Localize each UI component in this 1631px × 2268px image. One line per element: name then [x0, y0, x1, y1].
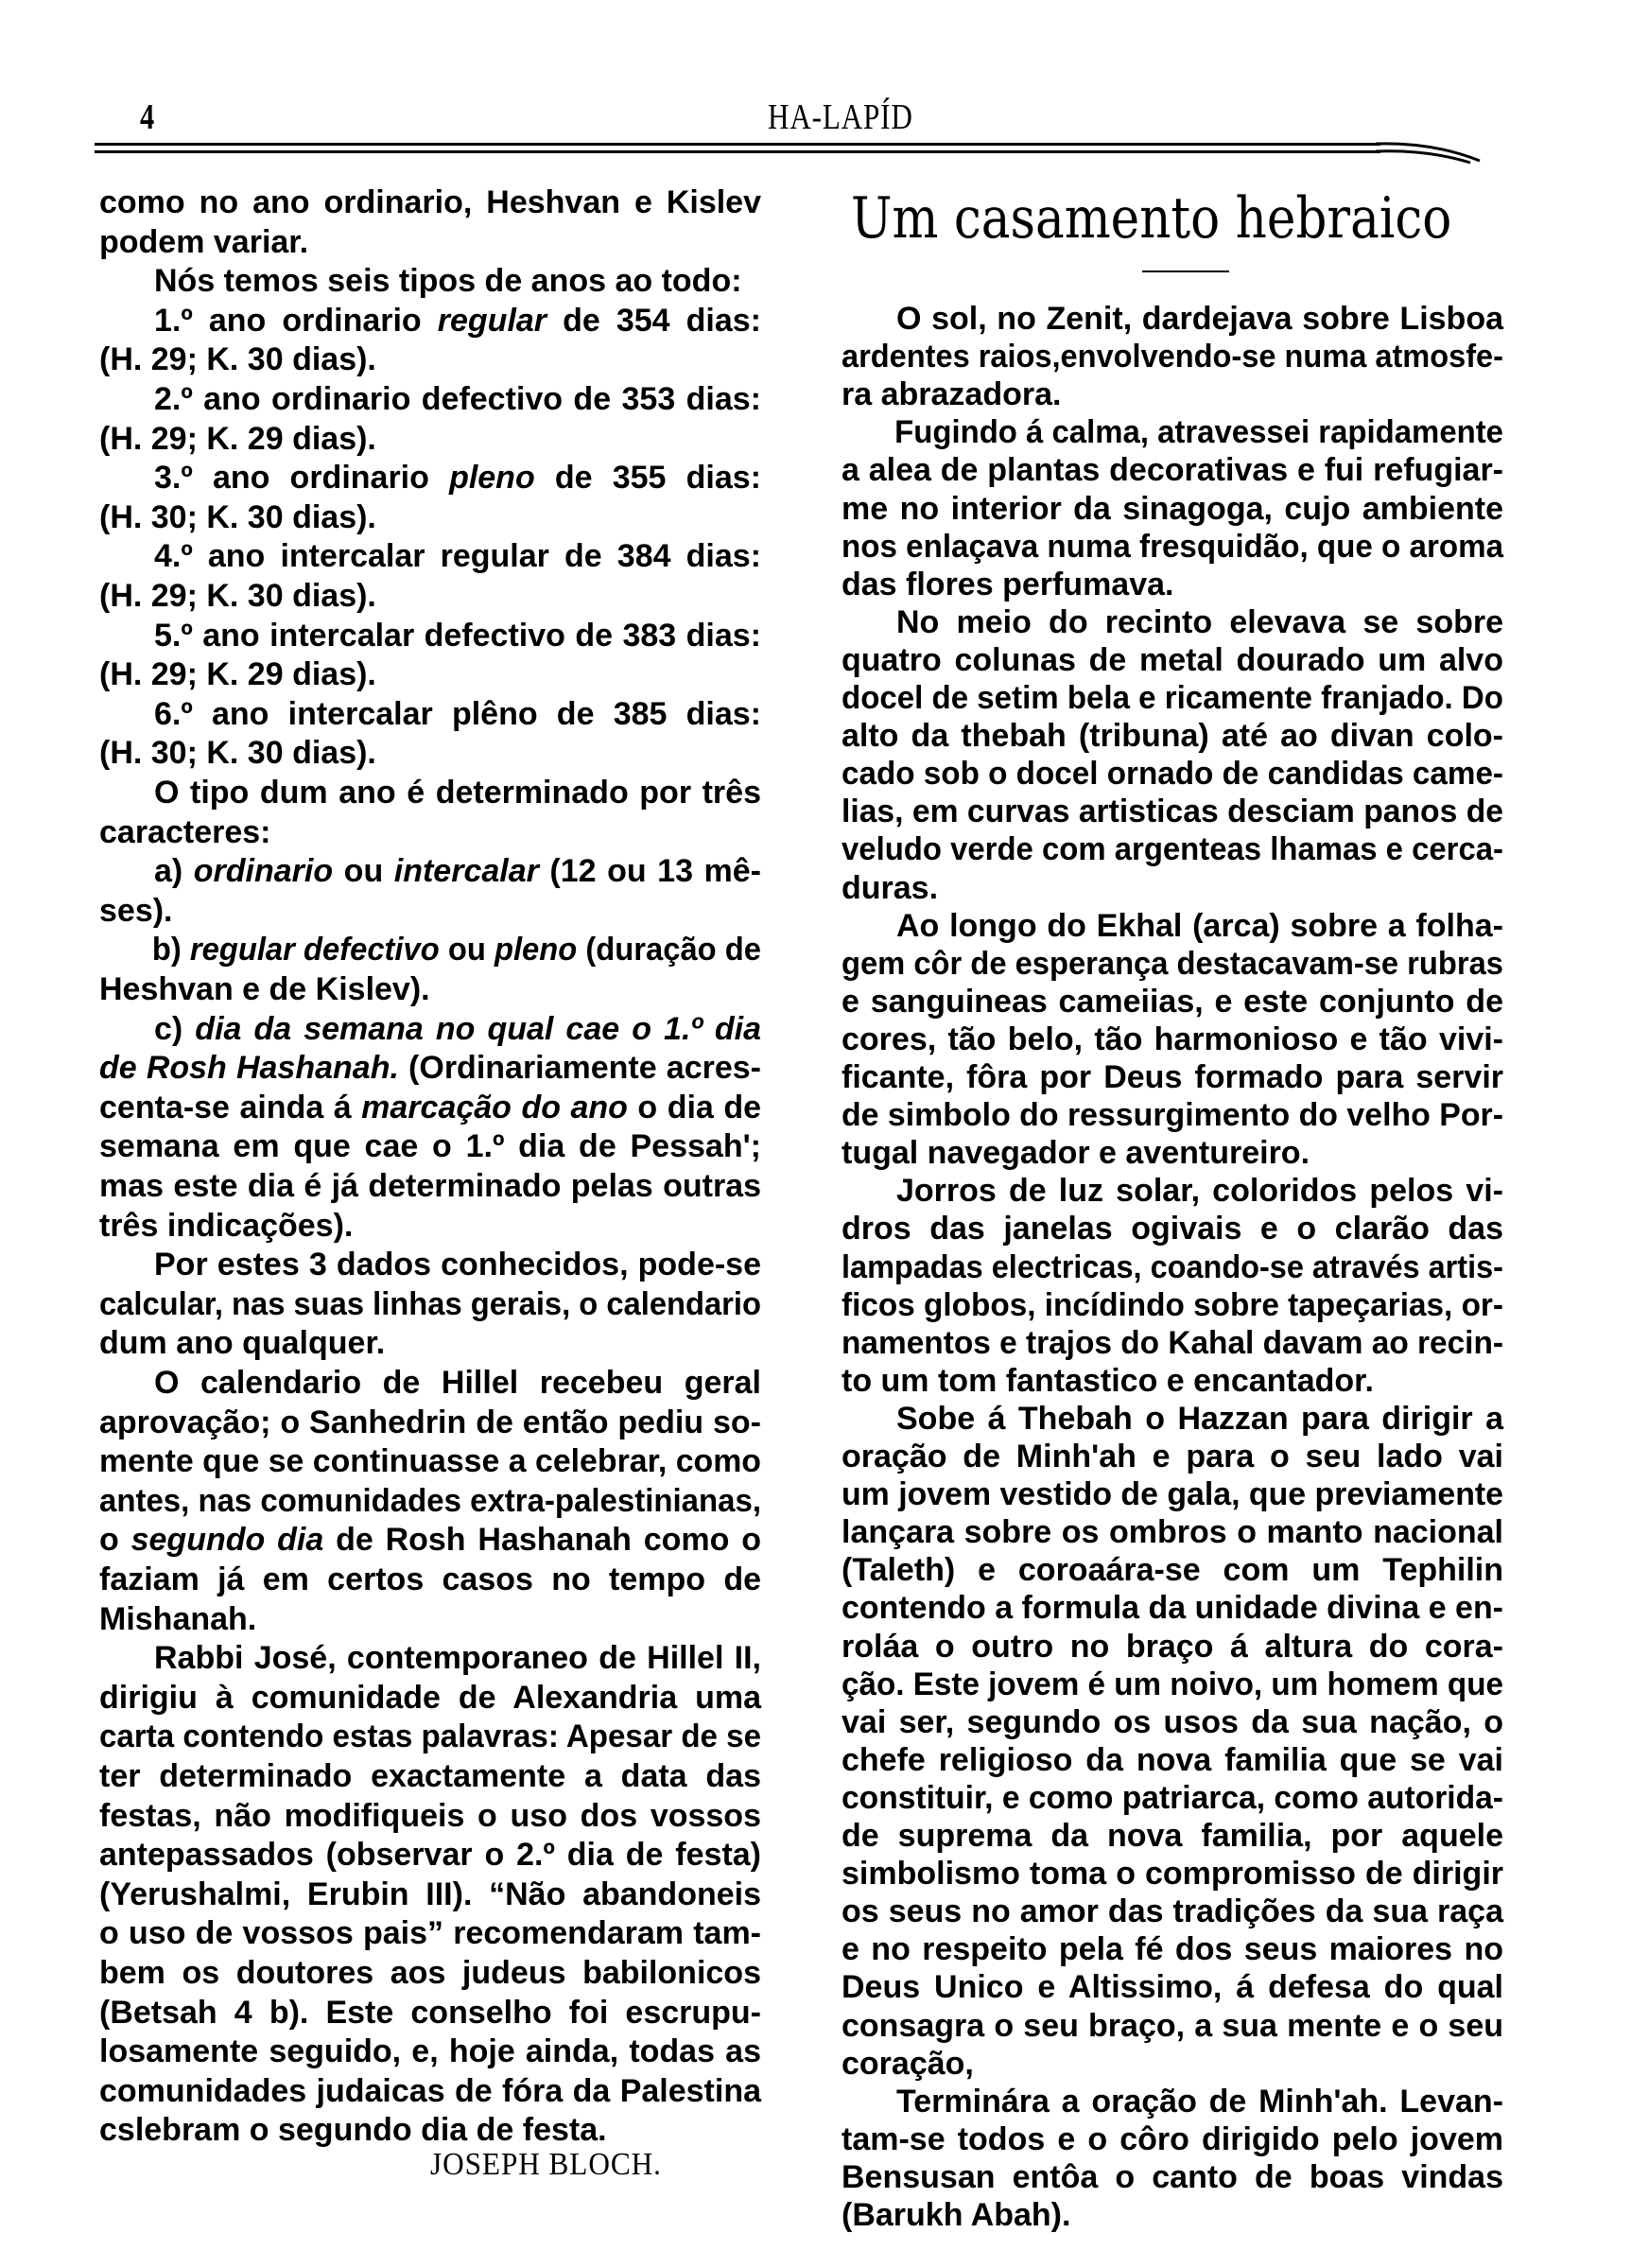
text-line: quatro colunas de metal dourado um alvo [842, 641, 1503, 678]
text-line: roláa o outro no braço á altura do cora- [842, 1628, 1503, 1665]
text-line: o uso de vossos pais” recomendaram tam- [99, 1915, 761, 1952]
text-line: Ao longo do Ekhal (arca) sobre a folha- [896, 907, 1503, 944]
text-line: consagra o seu braço, a sua mente e o seu [842, 2007, 1503, 2044]
text-line: ardentes raios,envolvendo-se numa atmosfe- [842, 339, 1503, 375]
text-line: Mishanah. [99, 1600, 257, 1637]
text-line: ficante, fôra por Deus formado para servir [842, 1059, 1503, 1095]
text-span: o [99, 1522, 131, 1559]
text-span: (12 ou 13 mê- [538, 853, 761, 890]
text-line: losamente seguido, e, hoje ainda, todas as [99, 2033, 761, 2070]
text-line: 2.º ano ordinario defectivo de 353 dias: [154, 381, 761, 417]
text-line: duras. [842, 869, 939, 906]
text-span: ou [439, 932, 495, 968]
text-line: O calendario de Hillel recebeu geral [154, 1365, 761, 1401]
text-line: ter determinado exactamente a data das [99, 1758, 761, 1794]
text-line: e sanguineas cameiias, e este conjunto de [842, 983, 1503, 1020]
text-line: dum ano qualquer. [99, 1325, 386, 1362]
text-line: lias, em curvas artisticas desciam panos de [842, 794, 1503, 830]
text-line: 6.º ano intercalar plêno de 385 dias: [154, 695, 761, 732]
text-line: de simbolo do ressurgimento do velho Por- [842, 1097, 1503, 1134]
text-line: comunidades judaicas de fóra da Palestina [99, 2072, 761, 2109]
text-line: os seus no amor das tradições da sua raça [842, 1893, 1503, 1930]
text-line: to um tom fantastico e encantador. [842, 1362, 1374, 1399]
text-line: dirigiu à comunidade de Alexandria uma [99, 1679, 761, 1716]
text-line: Nós temos seis tipos de anos ao todo: [154, 263, 742, 300]
text-line: como no ano ordinario, Heshvan e Kislev [99, 184, 761, 220]
text-line: um jovem vestido de gala, que previamente [842, 1476, 1503, 1513]
text-span: c) [154, 1010, 196, 1047]
text-line: (Taleth) e coroaára-se com um Tephilin [842, 1552, 1503, 1589]
text-line: cslebram o segundo dia de festa. [99, 2112, 607, 2149]
text-line: (H. 30; K. 30 dias). [99, 498, 376, 535]
text-line: Deus Unico e Altissimo, á defesa do qual [842, 1969, 1503, 2006]
page-header [95, 95, 1570, 161]
text-line: (H. 29; K. 30 dias). [99, 578, 376, 614]
text-line: Rabbi José, contemporaneo de Hillel II, [154, 1640, 761, 1677]
text-line: veludo verde com argenteas lhamas e cerca- [842, 831, 1503, 868]
text-line: (H. 29; K. 30 dias). [99, 341, 376, 378]
text-line: cado sob o docel ornado de candidas came- [842, 756, 1503, 793]
italic-text: ordinario [193, 853, 334, 890]
text-line: (Barukh Abah). [842, 2197, 1071, 2233]
header-rule-top [95, 143, 1380, 146]
text-span: 1.º ano ordinario [154, 302, 438, 339]
text-line: lampadas electricas, coando-se através artis- [842, 1248, 1503, 1285]
text-line: (H. 30; K. 30 dias). [99, 735, 376, 772]
text-line: ficos globos, incídindo sobre tapeçarias, or- [842, 1286, 1503, 1323]
text-line: aprovação; o Sanhedrin de então pediu so- [99, 1404, 761, 1440]
text-line: me no interior da sinagoga, cujo ambiente [842, 490, 1503, 527]
text-line: docel de setim bela e ricamente franjado. Do [842, 680, 1503, 716]
text-line: bem os doutores aos judeus babilonicos [99, 1955, 761, 1991]
text-line [99, 1011, 761, 1047]
text-line: dros das janelas ogivais e o clarão das [842, 1211, 1503, 1247]
text-span: (duração de [577, 932, 761, 968]
page-number: 4 [140, 97, 155, 137]
text-line: chefe religioso da nova familia que se vai [842, 1741, 1503, 1778]
text-line: No meio do recinto elevava se sobre [896, 603, 1503, 640]
text-line: vai ser, segundo os usos da sua nação, o [842, 1703, 1503, 1740]
text-line: festas, não modifiqueis o uso dos vossos [99, 1797, 761, 1834]
text-line: faziam já em certos casos no tempo de [99, 1561, 761, 1597]
italic-text: regular defectivo [189, 932, 440, 968]
text-span: de Rosh Hashanah como o [323, 1522, 762, 1559]
text-line [99, 1050, 761, 1086]
text-line: (H. 29; K. 29 dias). [99, 420, 376, 457]
text-line: lançara sobre os ombros o manto nacional [842, 1514, 1503, 1551]
text-span: de 355 dias: [534, 460, 761, 497]
text-line: oração de Minh'ah e para o seu lado vai [842, 1439, 1503, 1474]
italic-text: regular [437, 302, 547, 339]
text-line: Jorros de luz solar, coloridos pelos vi- [896, 1173, 1503, 1210]
text-line: namentos e trajos do Kahal davam ao recin- [842, 1324, 1503, 1361]
text-span: b) [151, 932, 190, 968]
text-line: de suprema da nova familia, por aquele [842, 1818, 1503, 1854]
italic-text: de Rosh Hashanah. [99, 1050, 399, 1087]
author-signature: JOSEPH BLOCH. [430, 2147, 662, 2182]
italic-text: dia da semana no qual cae o 1.º dia [195, 1010, 761, 1047]
text-line: ses). [99, 892, 173, 929]
text-line: calcular, nas suas linhas gerais, o calendario [99, 1285, 761, 1322]
text-line: cores, tão belo, tão harmonioso e tão vivi- [842, 1021, 1503, 1057]
header-rule-bottom [95, 150, 1380, 153]
text-line: (Betsah 4 b). Este conselho foi escrupu- [99, 1994, 761, 2031]
text-span: a) [154, 853, 194, 890]
text-line: (Yerushalmi, Erubin III). “Não abandoneis [99, 1875, 761, 1912]
text-span: o dia de [627, 1089, 761, 1125]
text-line: alto da thebah (tribuna) até ao divan colo- [842, 718, 1503, 755]
text-line: das flores perfumava. [842, 566, 1174, 602]
text-line [99, 853, 761, 889]
text-line [99, 1522, 761, 1558]
text-line: 5.º ano intercalar defectivo de 383 dias: [154, 617, 761, 654]
text-span: centa-se ainda á [99, 1089, 362, 1125]
text-line: três indicações). [99, 1207, 354, 1244]
text-line [99, 932, 761, 968]
text-line: antes, nas comunidades extra-palestinianas, [99, 1482, 761, 1519]
text-line: contendo a formula da unidade divina e en- [842, 1590, 1503, 1627]
text-span: (Ordinariamente acres- [398, 1050, 761, 1087]
text-line: coração, [842, 2045, 974, 2082]
text-line: gem côr de esperança destacavam-se rubras [842, 945, 1503, 982]
italic-text: pleno [449, 460, 535, 497]
text-line: carta contendo estas palavras: Apesar de se [99, 1718, 761, 1755]
article-title: Um casamento hebraico [851, 185, 1452, 252]
text-line: simbolismo toma o compromisso de dirigir [842, 1856, 1503, 1893]
text-line: a alea de plantas decorativas e fui refugiar- [842, 452, 1503, 489]
header-rule-flourish [1376, 136, 1489, 165]
text-line: tugal navegador e aventureiro. [842, 1135, 1310, 1172]
text-line: ção. Este jovem é um noivo, um homem que [842, 1666, 1503, 1702]
title-divider [1142, 270, 1229, 272]
text-line: Heshvan e de Kislev). [99, 971, 430, 1007]
text-line: nos enlaçava numa fresquidão, que o aroma [842, 528, 1503, 565]
text-line: semana em que cae o 1.º dia de Pessah'; [99, 1128, 761, 1165]
text-line: Sobe á Thebah o Hazzan para dirigir a [896, 1400, 1503, 1437]
text-line: Fugindo á calma, atravessei rapidamente [894, 414, 1503, 451]
italic-text: intercalar [393, 853, 539, 890]
text-line: 4.º ano intercalar regular de 384 dias: [154, 538, 761, 575]
text-line: antepassados (observar o 2.º dia de festa) [99, 1837, 761, 1874]
journal-title: HA-LAPÍD [768, 97, 913, 137]
text-line [99, 303, 761, 339]
text-line [99, 460, 761, 496]
text-line: ra abrazadora. [842, 376, 1062, 413]
text-line: tam-se todos e o côro dirigido pelo jovem [842, 2120, 1503, 2157]
text-line: mas este dia é já determinado pelas outras [99, 1168, 761, 1204]
text-line: O tipo dum ano é determinado por três [154, 775, 761, 811]
text-span: ou [333, 853, 394, 890]
text-line: mente que se continuasse a celebrar, como [99, 1443, 761, 1480]
text-line: e no respeito pela fé dos seus maiores no [842, 1931, 1503, 1968]
text-span: 3.º ano ordinario [154, 460, 450, 497]
text-line: (H. 29; K. 29 dias). [99, 656, 376, 693]
text-line [99, 1090, 761, 1125]
italic-text: segundo dia [130, 1522, 324, 1559]
text-span: de 354 dias: [547, 302, 761, 339]
text-line: constituir, e como patriarca, como autorida- [842, 1779, 1503, 1816]
text-line: Por estes 3 dados conhecidos, pode-se [154, 1247, 761, 1283]
text-line: Terminára a oração de Minh'ah. Levan- [896, 2083, 1503, 2120]
text-line: Bensusan entôa o canto de boas vindas [842, 2158, 1503, 2195]
text-line: O sol, no Zenit, dardejava sobre Lisboa [896, 301, 1503, 337]
italic-text: pleno [494, 932, 578, 968]
text-line: caracteres: [99, 813, 271, 850]
italic-text: marcação do ano [361, 1089, 628, 1125]
text-line: podem variar. [99, 223, 309, 260]
